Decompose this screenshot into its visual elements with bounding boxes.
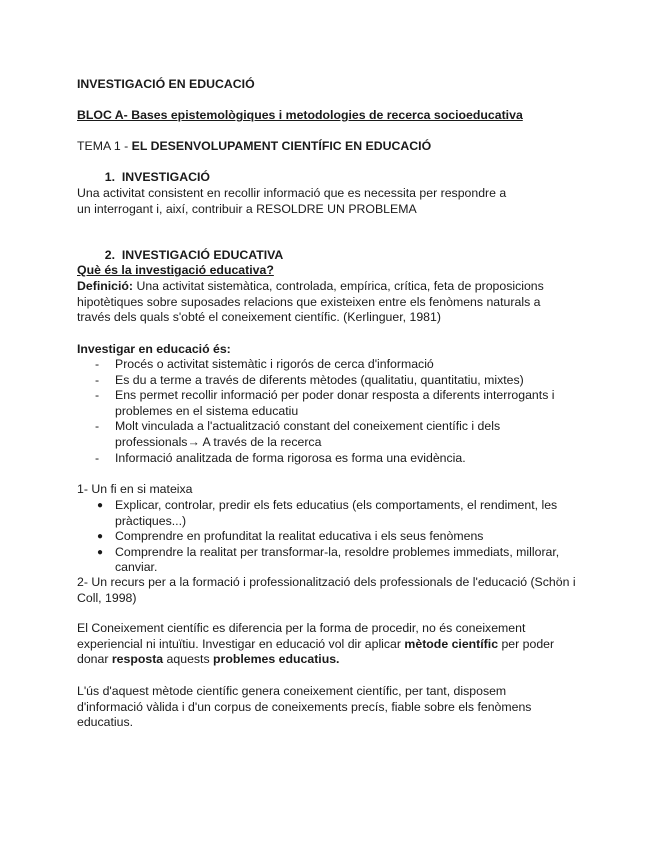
list-item: - Ens permet recollir informació per poder donar resposta a diferents interrogants i problemes en el sistema educatiu [95, 388, 555, 418]
section-2-question: Què és la investigació educativa? [77, 263, 274, 277]
list-item: - Molt vinculada a l'actualització constant del coneixement científic i dels professionals→ A través de la recerca [95, 419, 501, 449]
coneixement-paragraph: El Coneixement científic es diferencia per la forma de procedir, no és coneixement experiencial ni intuïtiu. Investigar en educació vol dir aplicar mètode científic per poder donar resposta aquests problemes educatius. [77, 621, 555, 667]
section-1-title: INVESTIGACIÓ [121, 170, 210, 184]
tema-title: EL DESENVOLUPAMENT CIENTÍFIC EN EDUCACIÓ [131, 139, 432, 153]
recurs-paragraph: 2- Un recurs per a la formació i professionalització dels professionals de l'educació (Schön i Coll, 1998) [77, 575, 576, 605]
problemes-educatius-bold: problemes educatius. [213, 652, 340, 667]
section-1-text: Una activitat consistent en recollir informació que es necessita per respondre a un interrogant i, així, contribuir a RESOLDRE UN PROBLEMA [77, 186, 507, 216]
section-1-heading [77, 170, 587, 186]
dash-marker: - [95, 372, 100, 387]
dash-marker: - [95, 357, 100, 371]
bloc-heading: BLOC A- Bases epistemològiques i metodologies de recerca socioeducativa [77, 108, 523, 122]
list-item: - Es du a terme a través de diferents mètodes (qualitatiu, quantitatiu, mixtes) [95, 372, 524, 387]
dash-marker: - [95, 388, 100, 403]
section-1-number: 1. [104, 170, 115, 184]
bullet-icon: ● [97, 500, 104, 511]
tema-prefix: TEMA 1 - [77, 139, 132, 153]
bullet-icon: ● [97, 531, 104, 543]
doc-title: INVESTIGACIÓ EN EDUCACIÓ [77, 77, 255, 91]
us-metode-paragraph: L'ús d'aquest mètode científic genera coneixement científic, per tant, disposem d'informació vàlida i d'un corpus de coneixements precís, fiable sobre els fenòmens educatius. [77, 684, 532, 730]
section-2-title: INVESTIGACIÓ EDUCATIVA [121, 248, 284, 262]
list-item: - Procés o activitat sistemàtic i rigorós de cerca d'informació [95, 357, 434, 371]
metode-cientific-bold: mètode científic [404, 636, 499, 651]
definition-text: Una activitat sistemàtica, controlada, empírica, crítica, feta de proposicions hipotètiques sobre suposades relacions que existeixen entre els fenòmens naturals a través dels quals s'obté el coneixement científic. (Kerlinguer, 1981) [77, 279, 544, 325]
list-item: ● Comprendre la realitat per transformar-la, resoldre problemes immediats, millorar, canviar. [97, 544, 560, 575]
dash-marker: - [95, 450, 100, 465]
investigar-list [77, 357, 582, 466]
fi-list [77, 498, 567, 576]
bullet-icon: ● [97, 546, 104, 558]
list-item: ● Comprendre en profunditat la realitat educativa i els seus fenòmens [97, 529, 484, 544]
list-item: ● Explicar, controlar, predir els fets educatius (els comportaments, el rendiment, les pràctiques...) [97, 498, 558, 528]
definition-label: Definició: [77, 279, 134, 293]
tema-heading [77, 139, 587, 155]
resposta-bold: resposta [111, 652, 164, 667]
section-2-number: 2. [104, 248, 115, 262]
list-item: - Informació analitzada de forma rigorosa es forma una evidència. [95, 450, 466, 465]
definition-paragraph [77, 279, 562, 326]
dash-marker: - [95, 419, 100, 434]
fi-title: 1- Un fi en si mateixa [77, 482, 193, 496]
section-2-heading [77, 248, 587, 264]
investigar-title: Investigar en educació és: [77, 342, 231, 356]
